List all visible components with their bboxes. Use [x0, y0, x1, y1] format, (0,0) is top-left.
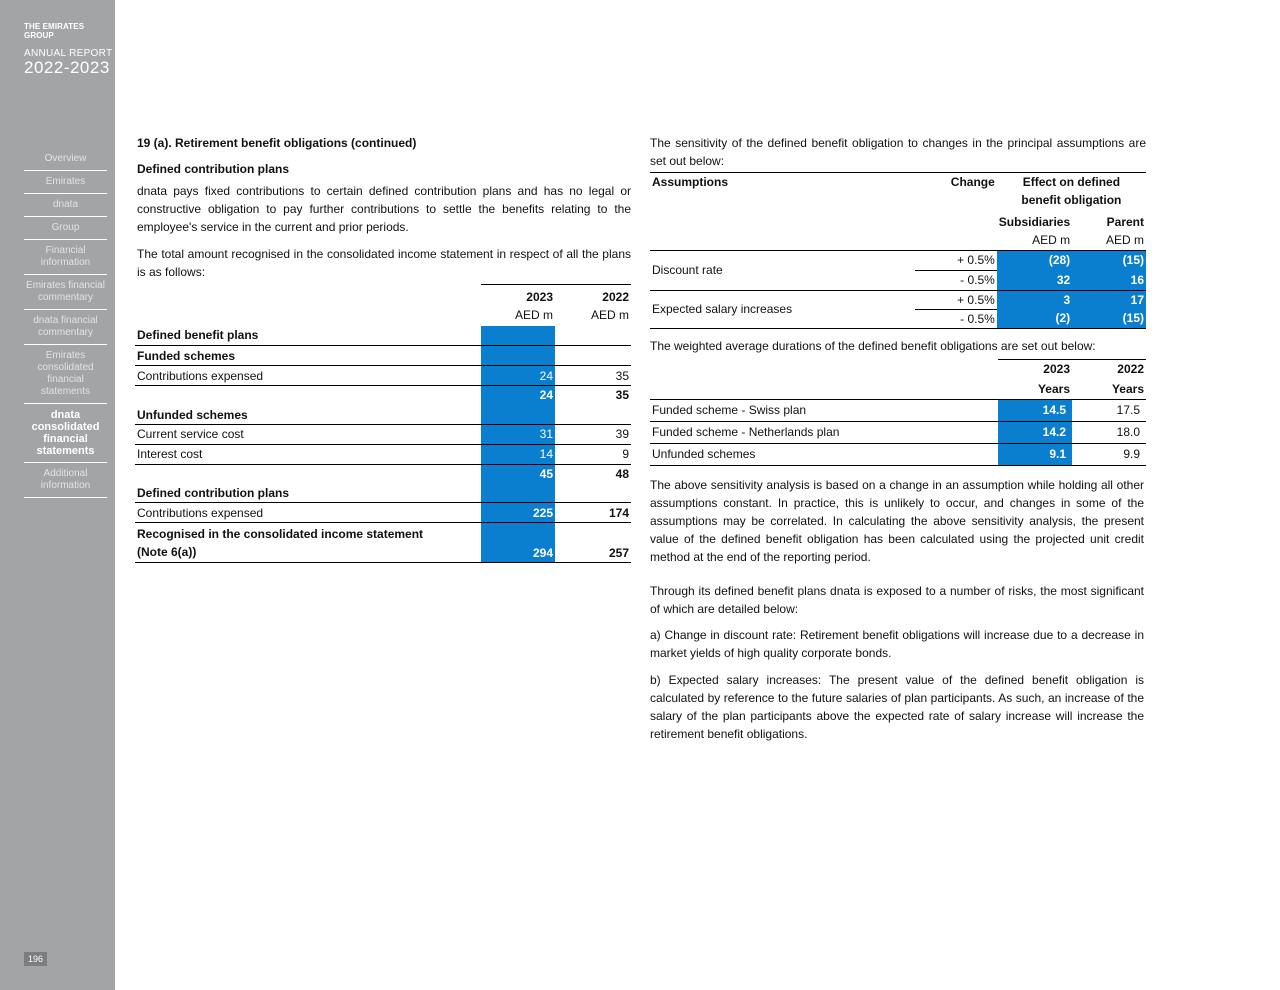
cell-2022: 35 — [555, 366, 631, 386]
total-2023: 294 — [481, 523, 555, 563]
cell-subsidiaries: 3 — [997, 290, 1072, 309]
subheading-dcp: Defined contribution plans — [137, 162, 289, 176]
row-label-total — [135, 523, 481, 563]
para-duration-intro: The weighted average durations of the defined benefit obligations are set out below: — [650, 338, 1096, 353]
header-parent: Parent — [1106, 215, 1144, 229]
nav-item-financial-information[interactable]: Financial information — [24, 240, 107, 275]
cell-blank — [481, 326, 555, 346]
total-label-line1: Recognised in the consolidated income statement — [137, 526, 424, 541]
report-year: 2022-2023 — [24, 58, 110, 77]
para-sensitivity-basis: The above sensitivity analysis is based on a change in an assumption while holding all other assumptions constant. In practice, this is unlikely to occur, and changes in some of the assumptions may be correlated. In calculating the above sensitivity analysis, the present value of the defined benefit obligation has been calculated using the projected unit credit method at the end of the reporting period. — [650, 477, 1144, 564]
cell-parent: (15) — [1072, 309, 1146, 328]
row-label-funded: Funded schemes — [135, 346, 481, 366]
sidebar — [0, 0, 115, 990]
header-subsidiaries: Subsidiaries — [998, 215, 1071, 229]
total-2022: 257 — [555, 523, 631, 563]
left-column — [137, 134, 631, 563]
income-table — [135, 284, 631, 563]
right-column — [650, 134, 1146, 743]
row-label-contrib: Contributions expensed — [135, 366, 481, 386]
cell-2023: 14 — [481, 444, 555, 464]
section-heading: 19 (a). Retirement benefit obligations (continued) — [137, 136, 417, 150]
nav-item-emirates[interactable]: Emirates — [24, 171, 107, 194]
col-unit-2022: AED m — [590, 307, 629, 322]
cell-parent: (15) — [1072, 250, 1146, 270]
para-risk-a: a) Change in discount rate: Retirement benefit obligations will increase due to a decrease in market yields of high quality corporate bonds. — [650, 627, 1144, 660]
duration-table — [650, 359, 1146, 466]
row-label-dcp: Defined contribution plans — [135, 483, 481, 503]
change-up: + 0.5% — [915, 290, 997, 309]
nav-item-group[interactable]: Group — [24, 217, 107, 240]
para-total: The total amount recognised in the consolidated income statement in respect of all the plans is as follows: — [137, 247, 631, 279]
dur-row-label: Unfunded schemes — [650, 443, 998, 465]
subtotal-2022: 48 — [615, 466, 629, 481]
nav-item-dnata-financial-commentary[interactable]: dnata financial commentary — [24, 310, 107, 345]
dur-cell-2023: 9.1 — [998, 443, 1072, 465]
cell-blank — [555, 346, 631, 366]
subtotal-2023: 24 — [481, 386, 555, 405]
cell-2023: 31 — [481, 424, 555, 444]
cell-subsidiaries: (2) — [997, 309, 1072, 328]
para-sensitivity-intro: The sensitivity of the defined benefit obligation to changes in the principal assumptions are set out below: — [650, 136, 1146, 168]
dur-cell-2022: 17.5 — [1072, 399, 1146, 421]
col-year-2023: 2023 — [481, 285, 555, 306]
page-number: 196 — [24, 952, 47, 966]
dur-cell-2023: 14.2 — [998, 421, 1072, 443]
change-up: + 0.5% — [915, 250, 997, 270]
col-year-2022: 2022 — [555, 285, 631, 306]
dur-row-label: Funded scheme - Netherlands plan — [650, 421, 998, 443]
para-dcp: dnata pays fixed contributions to certain defined contribution plans and has no legal or constructive obligation to pay further contributions to settle the benefits relating to the employee's service in the current and prior periods. — [137, 184, 631, 234]
row-label-interest: Interest cost — [135, 444, 481, 464]
change-down: - 0.5% — [915, 309, 997, 328]
header-assumptions: Assumptions — [650, 173, 915, 192]
header-unit: AED m — [997, 231, 1072, 250]
cell-2022: 9 — [555, 444, 631, 464]
nav-item-emirates-statements[interactable]: Emirates consolidated financial statements — [24, 345, 107, 404]
cell-subsidiaries: 32 — [997, 270, 1072, 290]
nav-item-dnata-statements[interactable]: dnata consolidated financial statements — [24, 404, 107, 463]
sensitivity-table — [650, 172, 1146, 329]
row-label-discount: Discount rate — [650, 250, 915, 290]
cell-2022: 39 — [555, 424, 631, 444]
para-risk-b: b) Expected salary increases: The present value of the defined benefit obligation is calculated by reference to the future salaries of plan participants. As such, an increase of the salary of the plan participants above the expected rate of salary increase will increase the retirement benefit obligations. — [650, 672, 1144, 741]
dur-cell-2023: 14.5 — [998, 399, 1072, 421]
cell-2023: 225 — [481, 503, 555, 523]
brand-block — [24, 22, 115, 78]
change-down: - 0.5% — [915, 270, 997, 290]
cell-blank — [481, 483, 555, 503]
cell-blank — [555, 326, 631, 346]
para-risks: Through its defined benefit plans dnata is exposed to a number of risks, the most significant of which are detailed below: — [650, 583, 1144, 616]
subtotal-2023: 45 — [481, 464, 555, 483]
dur-year-2023: 2023 — [998, 359, 1072, 379]
section-nav — [24, 148, 107, 498]
col-unit-2023: AED m — [514, 307, 553, 322]
dur-cell-2022: 18.0 — [1072, 421, 1146, 443]
header-change: Change — [915, 173, 997, 192]
row-label-contrib: Contributions expensed — [135, 503, 481, 523]
header-effect: Effect on defined — [997, 173, 1146, 192]
cell-blank — [555, 404, 631, 424]
nav-item-overview[interactable]: Overview — [24, 148, 107, 171]
cell-2023: 24 — [481, 366, 555, 386]
cell-blank — [481, 346, 555, 366]
dur-year-2022: 2022 — [1072, 359, 1146, 379]
company-name: THE EMIRATES GROUP — [24, 22, 85, 40]
nav-item-emirates-financial-commentary[interactable]: Emirates financial commentary — [24, 275, 107, 310]
cell-2022: 174 — [555, 503, 631, 523]
header-unit: AED m — [1072, 231, 1146, 250]
nav-item-dnata[interactable]: dnata — [24, 194, 107, 217]
header-effect-line2: benefit obligation — [1021, 193, 1122, 207]
nav-item-additional-information[interactable]: Additional information — [24, 463, 107, 498]
cell-blank — [555, 483, 631, 503]
cell-parent: 17 — [1072, 290, 1146, 309]
cell-parent: 16 — [1072, 270, 1146, 290]
dur-cell-2022: 9.9 — [1072, 443, 1146, 465]
dur-row-label: Funded scheme - Swiss plan — [650, 399, 998, 421]
total-label-line2: (Note 6(a)) — [137, 544, 197, 559]
dur-unit: Years — [998, 379, 1072, 399]
cell-subsidiaries: (28) — [997, 250, 1072, 270]
row-label-dbp: Defined benefit plans — [135, 326, 481, 346]
subtotal-2022: 35 — [615, 388, 629, 402]
row-label-salary: Expected salary increases — [650, 290, 915, 328]
row-label-unfunded: Unfunded schemes — [135, 404, 481, 424]
row-label-service: Current service cost — [135, 424, 481, 444]
cell-blank — [481, 404, 555, 424]
dur-unit: Years — [1072, 379, 1146, 399]
report-label: ANNUAL REPORT — [24, 48, 113, 59]
